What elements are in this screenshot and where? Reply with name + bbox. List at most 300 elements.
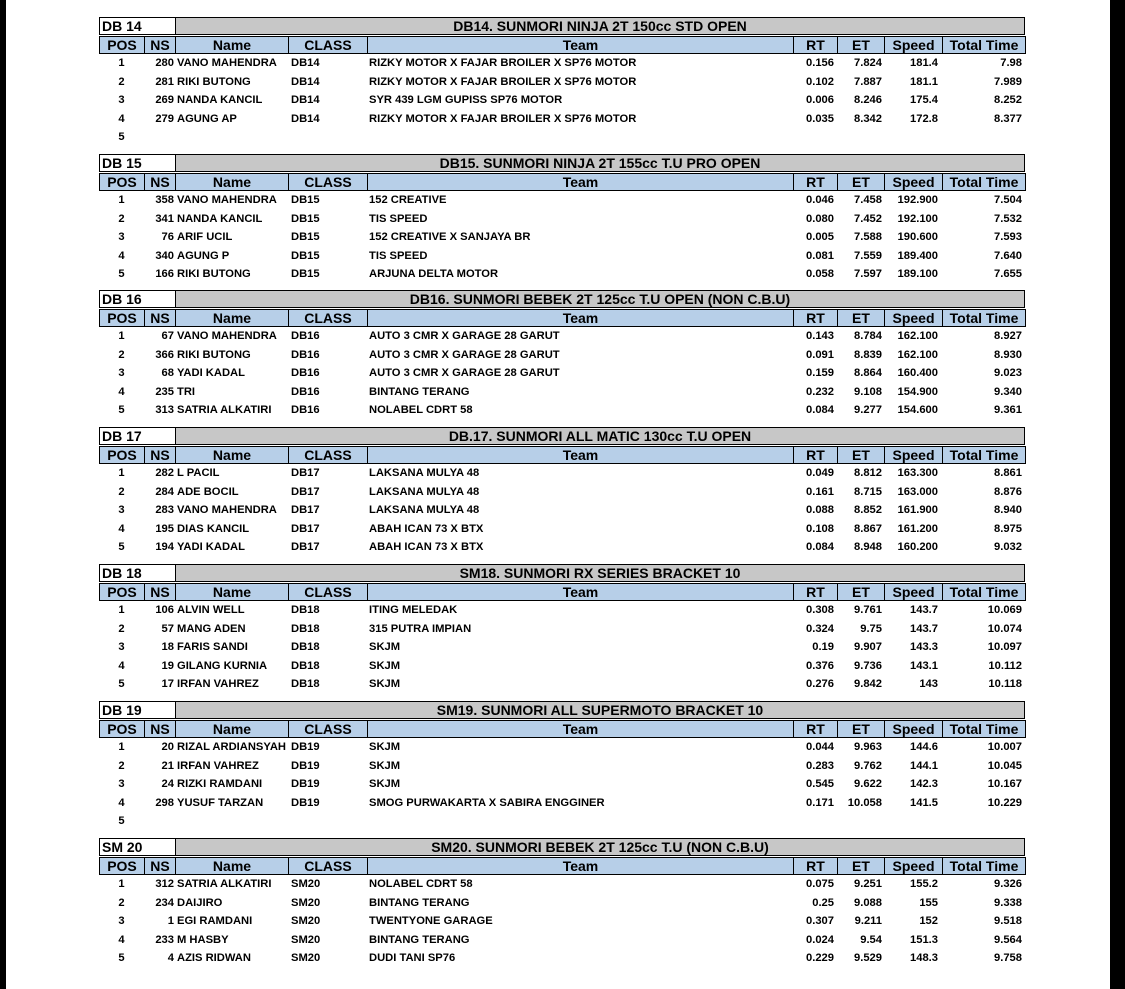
cell-pos: 2 xyxy=(118,759,125,772)
cell-name: M HASBY xyxy=(177,933,229,946)
cell-team: SKJM xyxy=(369,678,401,690)
cell-speed: 160.200 xyxy=(897,541,938,553)
cell-pos: 2 xyxy=(118,212,125,225)
cell-name: SATRIA ALKATIRI xyxy=(177,404,272,416)
cell-ns: 269 xyxy=(155,94,174,106)
cell-ns: 280 xyxy=(155,57,174,69)
table-row xyxy=(0,949,1125,968)
cell-total: 8.975 xyxy=(994,522,1022,535)
cell-total: 9.758 xyxy=(994,952,1022,964)
cell-total: 9.326 xyxy=(994,878,1022,890)
cell-name: ALVIN WELL xyxy=(177,604,245,616)
cell-pos: 4 xyxy=(118,522,125,535)
table-row xyxy=(0,73,1125,92)
cell-speed: 192.100 xyxy=(897,212,938,225)
cell-speed: 163.000 xyxy=(897,485,938,498)
cell-rt: 0.005 xyxy=(806,231,834,243)
cell-class: SM20 xyxy=(291,878,321,890)
cell-class: DB16 xyxy=(291,367,320,379)
cell-total: 10.074 xyxy=(987,622,1022,635)
column-header-rt: RT xyxy=(793,173,838,191)
cell-class: DB15 xyxy=(291,268,320,280)
cell-et: 8.867 xyxy=(854,522,882,535)
cell-rt: 0.143 xyxy=(806,330,834,342)
cell-ns: 194 xyxy=(155,541,174,553)
cell-et: 9.088 xyxy=(854,896,882,909)
cell-ns: 279 xyxy=(155,112,174,125)
cell-name: MANG ADEN xyxy=(177,622,246,635)
cell-class: DB14 xyxy=(291,75,320,88)
cell-team: RIZKY MOTOR X FAJAR BROILER X SP76 MOTOR xyxy=(369,112,637,125)
cell-name: SATRIA ALKATIRI xyxy=(177,878,272,890)
section-class-id: DB 14 xyxy=(99,17,176,35)
table-row xyxy=(0,110,1125,129)
cell-name: VANO MAHENDRA xyxy=(177,57,277,69)
cell-rt: 0.006 xyxy=(806,94,834,106)
column-header-speed: Speed xyxy=(884,173,943,191)
cell-speed: 141.5 xyxy=(910,796,938,809)
table-row xyxy=(0,191,1125,210)
cell-class: DB17 xyxy=(291,485,320,498)
cell-speed: 144.1 xyxy=(910,759,938,772)
column-header-name: Name xyxy=(175,583,289,601)
cell-team: 152 CREATIVE xyxy=(369,194,447,206)
cell-et: 9.251 xyxy=(854,878,882,890)
cell-rt: 0.376 xyxy=(806,659,834,672)
column-header-total: Total Time xyxy=(942,857,1026,875)
cell-et: 10.058 xyxy=(847,796,882,809)
cell-speed: 160.400 xyxy=(897,367,938,379)
cell-team: SYR 439 LGM GUPISS SP76 MOTOR xyxy=(369,94,563,106)
column-header-ns: NS xyxy=(144,36,176,54)
column-header-rt: RT xyxy=(793,446,838,464)
table-row xyxy=(0,757,1125,776)
column-header-name: Name xyxy=(175,857,289,875)
cell-speed: 161.900 xyxy=(897,504,938,516)
column-header-class: CLASS xyxy=(288,36,368,54)
cell-name: GILANG KURNIA xyxy=(177,659,268,672)
cell-total: 7.989 xyxy=(994,75,1022,88)
cell-ns: 106 xyxy=(155,604,174,616)
column-header-speed: Speed xyxy=(884,36,943,54)
column-header-speed: Speed xyxy=(884,857,943,875)
cell-et: 8.784 xyxy=(854,330,882,342)
cell-team: LAKSANA MULYA 48 xyxy=(369,485,480,498)
cell-et: 9.622 xyxy=(854,778,882,790)
cell-et: 8.715 xyxy=(854,485,882,498)
column-header-pos: POS xyxy=(99,857,145,875)
column-header-total: Total Time xyxy=(942,446,1026,464)
table-row xyxy=(0,483,1125,502)
cell-class: DB17 xyxy=(291,522,320,535)
column-header-name: Name xyxy=(175,720,289,738)
cell-ns: 57 xyxy=(161,622,174,635)
cell-ns: 283 xyxy=(155,504,174,516)
cell-et: 8.864 xyxy=(854,367,882,379)
cell-pos: 1 xyxy=(118,878,125,890)
cell-speed: 161.200 xyxy=(897,522,938,535)
cell-rt: 0.324 xyxy=(806,622,834,635)
cell-rt: 0.156 xyxy=(806,57,834,69)
cell-ns: 312 xyxy=(155,878,174,890)
column-header-total: Total Time xyxy=(942,309,1026,327)
cell-et: 9.211 xyxy=(854,915,882,927)
cell-rt: 0.080 xyxy=(806,212,834,225)
cell-class: SM20 xyxy=(291,915,321,927)
cell-class: DB19 xyxy=(291,759,320,772)
cell-total: 10.112 xyxy=(988,659,1022,672)
table-row xyxy=(0,91,1125,110)
cell-et: 8.812 xyxy=(854,467,882,479)
cell-total: 7.98 xyxy=(1000,57,1022,69)
column-header-speed: Speed xyxy=(884,583,943,601)
cell-class: SM20 xyxy=(291,896,321,909)
column-header-et: ET xyxy=(837,309,885,327)
cell-speed: 155.2 xyxy=(910,878,938,890)
cell-speed: 172.8 xyxy=(910,112,938,125)
cell-pos: 3 xyxy=(118,915,125,927)
cell-ns: 366 xyxy=(155,348,174,361)
cell-speed: 143.7 xyxy=(910,622,938,635)
cell-ns: 235 xyxy=(155,385,174,398)
cell-pos: 5 xyxy=(118,541,125,553)
cell-team: AUTO 3 CMR X GARAGE 28 GARUT xyxy=(369,330,560,342)
section-title: DB.17. SUNMORI ALL MATIC 130cc T.U OPEN xyxy=(175,427,1025,445)
cell-total: 9.340 xyxy=(994,385,1022,398)
cell-team: 152 CREATIVE X SANJAYA BR xyxy=(369,231,531,243)
column-header-ns: NS xyxy=(144,857,176,875)
column-header-ns: NS xyxy=(144,309,176,327)
column-header-et: ET xyxy=(837,36,885,54)
cell-rt: 0.102 xyxy=(806,75,834,88)
cell-rt: 0.159 xyxy=(806,367,834,379)
table-row xyxy=(0,128,1125,147)
cell-rt: 0.035 xyxy=(806,112,834,125)
cell-rt: 0.024 xyxy=(806,933,834,946)
cell-rt: 0.19 xyxy=(812,641,834,653)
section-class-id: DB 16 xyxy=(99,290,176,308)
cell-rt: 0.229 xyxy=(806,952,834,964)
cell-total: 8.930 xyxy=(994,348,1022,361)
cell-ns: 313 xyxy=(155,404,174,416)
column-header-total: Total Time xyxy=(942,173,1026,191)
cell-name: YADI KADAL xyxy=(177,367,245,379)
cell-speed: 143 xyxy=(919,678,938,690)
cell-team: RIZKY MOTOR X FAJAR BROILER X SP76 MOTOR xyxy=(369,75,637,88)
cell-et: 9.108 xyxy=(854,385,882,398)
cell-ns: 18 xyxy=(161,641,174,653)
column-header-rt: RT xyxy=(793,857,838,875)
cell-ns: 281 xyxy=(155,75,174,88)
cell-total: 7.655 xyxy=(994,268,1022,280)
cell-total: 10.007 xyxy=(987,741,1022,753)
cell-rt: 0.171 xyxy=(806,796,834,809)
cell-speed: 154.600 xyxy=(897,404,938,416)
table-row xyxy=(0,383,1125,402)
cell-class: DB18 xyxy=(291,622,320,635)
cell-team: SKJM xyxy=(369,741,401,753)
column-header-ns: NS xyxy=(144,446,176,464)
column-header-name: Name xyxy=(175,309,289,327)
column-header-name: Name xyxy=(175,36,289,54)
cell-et: 9.907 xyxy=(854,641,882,653)
cell-ns: 234 xyxy=(155,896,174,909)
cell-class: DB14 xyxy=(291,57,320,69)
column-header-rt: RT xyxy=(793,36,838,54)
cell-name: AGUNG AP xyxy=(177,112,237,125)
cell-name: AZIS RIDWAN xyxy=(177,952,251,964)
cell-pos: 4 xyxy=(118,659,125,672)
cell-pos: 4 xyxy=(118,249,125,262)
cell-pos: 5 xyxy=(118,131,125,143)
cell-name: AGUNG P xyxy=(177,249,230,262)
table-row xyxy=(0,520,1125,539)
cell-speed: 155 xyxy=(919,896,938,909)
cell-class: DB14 xyxy=(291,112,320,125)
section-class-id: DB 19 xyxy=(99,701,176,719)
cell-name: YADI KADAL xyxy=(177,541,245,553)
cell-rt: 0.075 xyxy=(806,878,834,890)
cell-team: BINTANG TERANG xyxy=(369,933,470,946)
cell-ns: 4 xyxy=(167,952,174,964)
column-header-class: CLASS xyxy=(288,583,368,601)
cell-class: SM20 xyxy=(291,952,321,964)
cell-total: 9.361 xyxy=(994,404,1022,416)
cell-name: RIKI BUTONG xyxy=(177,75,251,88)
column-header-speed: Speed xyxy=(884,446,943,464)
table-row xyxy=(0,675,1125,694)
cell-speed: 190.600 xyxy=(897,231,938,243)
section-title: SM19. SUNMORI ALL SUPERMOTO BRACKET 10 xyxy=(175,701,1025,719)
cell-team: BINTANG TERANG xyxy=(369,385,470,398)
cell-class: SM20 xyxy=(291,933,321,946)
cell-team: ABAH ICAN 73 X BTX xyxy=(369,522,484,535)
column-header-team: Team xyxy=(367,173,794,191)
table-row xyxy=(0,912,1125,931)
cell-team: TIS SPEED xyxy=(369,249,428,262)
cell-speed: 162.100 xyxy=(897,330,938,342)
table-row xyxy=(0,228,1125,247)
cell-ns: 68 xyxy=(161,367,174,379)
cell-et: 9.761 xyxy=(854,604,882,616)
cell-name: VANO MAHENDRA xyxy=(177,504,277,516)
cell-name: FARIS SANDI xyxy=(177,641,248,653)
cell-name: EGI RAMDANI xyxy=(177,915,253,927)
cell-total: 9.338 xyxy=(994,896,1022,909)
column-header-pos: POS xyxy=(99,583,145,601)
table-row xyxy=(0,875,1125,894)
cell-class: DB14 xyxy=(291,94,320,106)
table-row xyxy=(0,657,1125,676)
cell-rt: 0.084 xyxy=(806,541,834,553)
cell-rt: 0.084 xyxy=(806,404,834,416)
cell-total: 10.167 xyxy=(987,778,1022,790)
cell-rt: 0.091 xyxy=(806,348,834,361)
cell-name: NANDA KANCIL xyxy=(177,212,263,225)
cell-pos: 5 xyxy=(118,678,125,690)
cell-team: SKJM xyxy=(369,659,401,672)
cell-total: 10.097 xyxy=(987,641,1022,653)
section-title: SM18. SUNMORI RX SERIES BRACKET 10 xyxy=(175,564,1025,582)
cell-rt: 0.046 xyxy=(806,194,834,206)
table-row xyxy=(0,812,1125,831)
column-header-ns: NS xyxy=(144,173,176,191)
cell-et: 9.762 xyxy=(854,759,882,772)
column-header-ns: NS xyxy=(144,583,176,601)
cell-pos: 3 xyxy=(118,778,125,790)
cell-name: YUSUF TARZAN xyxy=(177,796,264,809)
cell-pos: 1 xyxy=(118,604,125,616)
cell-rt: 0.088 xyxy=(806,504,834,516)
section-title: DB15. SUNMORI NINJA 2T 155cc T.U PRO OPEN xyxy=(175,154,1025,172)
cell-et: 8.852 xyxy=(854,504,882,516)
cell-pos: 1 xyxy=(118,330,125,342)
table-row xyxy=(0,931,1125,950)
table-row xyxy=(0,501,1125,520)
column-header-team: Team xyxy=(367,36,794,54)
table-row xyxy=(0,775,1125,794)
cell-pos: 2 xyxy=(118,348,125,361)
cell-pos: 5 xyxy=(118,952,125,964)
section-title: SM20. SUNMORI BEBEK 2T 125cc T.U (NON C.B.U) xyxy=(175,838,1025,856)
cell-team: LAKSANA MULYA 48 xyxy=(369,504,480,516)
column-header-et: ET xyxy=(837,857,885,875)
cell-pos: 2 xyxy=(118,485,125,498)
cell-name: ADE BOCIL xyxy=(177,485,239,498)
cell-team: BINTANG TERANG xyxy=(369,896,470,909)
cell-speed: 175.4 xyxy=(910,94,938,106)
table-row xyxy=(0,401,1125,420)
cell-rt: 0.044 xyxy=(806,741,834,753)
cell-class: DB17 xyxy=(291,504,320,516)
cell-team: TWENTYONE GARAGE xyxy=(369,915,493,927)
cell-team: SKJM xyxy=(369,778,401,790)
column-header-class: CLASS xyxy=(288,173,368,191)
cell-speed: 151.3 xyxy=(910,933,938,946)
cell-speed: 142.3 xyxy=(910,778,938,790)
column-header-et: ET xyxy=(837,583,885,601)
column-header-team: Team xyxy=(367,583,794,601)
cell-pos: 1 xyxy=(118,194,125,206)
column-header-team: Team xyxy=(367,857,794,875)
cell-class: DB15 xyxy=(291,194,320,206)
table-row xyxy=(0,620,1125,639)
cell-class: DB18 xyxy=(291,604,320,616)
cell-pos: 3 xyxy=(118,641,125,653)
cell-rt: 0.308 xyxy=(806,604,834,616)
cell-ns: 24 xyxy=(161,778,174,790)
cell-team: RIZKY MOTOR X FAJAR BROILER X SP76 MOTOR xyxy=(369,57,637,69)
cell-name: RIKI BUTONG xyxy=(177,268,251,280)
cell-pos: 4 xyxy=(118,796,125,809)
cell-pos: 1 xyxy=(118,741,125,753)
cell-class: DB15 xyxy=(291,231,320,243)
cell-et: 9.54 xyxy=(860,933,882,946)
cell-name: VANO MAHENDRA xyxy=(177,194,277,206)
cell-total: 7.593 xyxy=(994,231,1022,243)
cell-rt: 0.108 xyxy=(806,522,834,535)
table-row xyxy=(0,738,1125,757)
cell-total: 9.564 xyxy=(994,933,1022,946)
column-header-pos: POS xyxy=(99,36,145,54)
cell-total: 10.045 xyxy=(987,759,1022,772)
cell-pos: 1 xyxy=(118,57,125,69)
table-row xyxy=(0,464,1125,483)
column-header-class: CLASS xyxy=(288,446,368,464)
cell-ns: 358 xyxy=(155,194,174,206)
cell-pos: 5 xyxy=(118,404,125,416)
cell-class: DB16 xyxy=(291,330,320,342)
cell-et: 9.75 xyxy=(860,622,882,635)
table-row xyxy=(0,538,1125,557)
column-header-name: Name xyxy=(175,173,289,191)
cell-name: RIZKI RAMDANI xyxy=(177,778,263,790)
cell-pos: 4 xyxy=(118,933,125,946)
cell-team: LAKSANA MULYA 48 xyxy=(369,467,480,479)
cell-rt: 0.307 xyxy=(806,915,834,927)
cell-rt: 0.058 xyxy=(806,268,834,280)
cell-ns: 284 xyxy=(155,485,174,498)
table-row xyxy=(0,601,1125,620)
column-header-speed: Speed xyxy=(884,720,943,738)
cell-et: 9.963 xyxy=(854,741,882,753)
cell-total: 8.940 xyxy=(994,504,1022,516)
cell-team: TIS SPEED xyxy=(369,212,428,225)
section-class-id: SM 20 xyxy=(99,838,176,856)
cell-et: 9.277 xyxy=(854,404,882,416)
cell-pos: 2 xyxy=(118,622,125,635)
table-row xyxy=(0,894,1125,913)
column-header-total: Total Time xyxy=(942,36,1026,54)
cell-ns: 20 xyxy=(161,741,174,753)
cell-total: 9.032 xyxy=(994,541,1022,553)
cell-pos: 3 xyxy=(118,504,125,516)
cell-team: 315 PUTRA IMPIAN xyxy=(369,622,472,635)
cell-et: 9.736 xyxy=(854,659,882,672)
cell-total: 9.023 xyxy=(994,367,1022,379)
column-header-class: CLASS xyxy=(288,720,368,738)
cell-et: 7.559 xyxy=(854,249,882,262)
cell-speed: 143.1 xyxy=(910,659,938,672)
cell-ns: 67 xyxy=(161,330,174,342)
column-header-class: CLASS xyxy=(288,857,368,875)
cell-pos: 5 xyxy=(118,268,125,280)
cell-pos: 3 xyxy=(118,367,125,379)
column-header-speed: Speed xyxy=(884,309,943,327)
cell-ns: 298 xyxy=(155,796,174,809)
column-header-team: Team xyxy=(367,446,794,464)
cell-team: AUTO 3 CMR X GARAGE 28 GARUT xyxy=(369,367,560,379)
cell-rt: 0.232 xyxy=(806,385,834,398)
table-row xyxy=(0,210,1125,229)
cell-pos: 2 xyxy=(118,896,125,909)
cell-speed: 143.3 xyxy=(910,641,938,653)
cell-rt: 0.276 xyxy=(806,678,834,690)
cell-class: DB15 xyxy=(291,249,320,262)
column-header-ns: NS xyxy=(144,720,176,738)
cell-ns: 17 xyxy=(161,678,174,690)
column-header-pos: POS xyxy=(99,309,145,327)
table-row xyxy=(0,638,1125,657)
column-header-rt: RT xyxy=(793,583,838,601)
cell-speed: 144.6 xyxy=(910,741,938,753)
cell-speed: 152 xyxy=(919,915,938,927)
cell-ns: 19 xyxy=(161,659,174,672)
cell-total: 7.532 xyxy=(994,212,1022,225)
cell-total: 8.252 xyxy=(994,94,1022,106)
cell-total: 8.377 xyxy=(994,112,1022,125)
cell-et: 7.597 xyxy=(854,268,882,280)
